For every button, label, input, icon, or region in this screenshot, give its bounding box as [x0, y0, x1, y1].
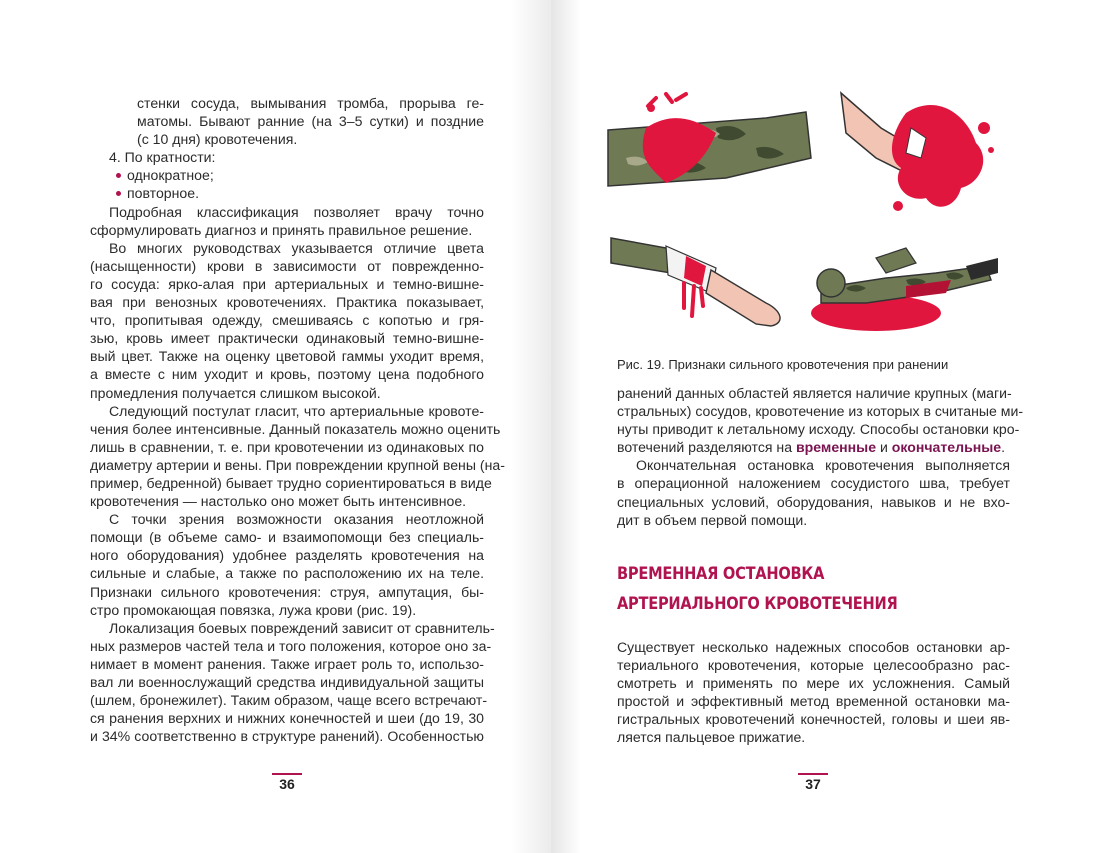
bleeding-illustration: [606, 88, 998, 350]
text-line-content: помощи (в объеме само- и взаимопомощи без специаль-: [90, 529, 484, 546]
text-line-content: Локализация боевых повреждений зависит от сравнитель-: [109, 619, 495, 636]
text-line-content: ранений данных областей является наличие крупных (маги-: [617, 385, 1012, 401]
text-line: [617, 674, 1010, 692]
text-line: [90, 655, 484, 673]
text-line-content: дит в объем первой помощи.: [617, 511, 808, 528]
text-line: [617, 402, 1024, 420]
text-line: [90, 347, 484, 365]
text-line: [90, 420, 501, 438]
text-line: [90, 311, 484, 329]
text-line: [90, 546, 484, 564]
text-line-content: териального кровотечения, которые целесообразно рас-: [617, 657, 1010, 674]
text-line-content: го сосуда: ярко-алая при артериальных и темно-вишне-: [90, 275, 484, 292]
highlight-term-final: окончательные: [891, 439, 1002, 456]
text-line-content: Следующий постулат гласит, что артериальные кровоте-: [109, 402, 484, 419]
text-line-content: ных размеров частей тела и того положения, которое оно за-: [90, 637, 492, 654]
text-line-content: ся ранения верхних и нижних конечностей и шеи (до 19, 30: [90, 710, 484, 727]
text-line: [617, 728, 1010, 746]
text-line: [90, 528, 484, 546]
text-line: [90, 94, 484, 112]
left-text-column: [90, 94, 505, 745]
text-line: [90, 166, 484, 184]
gutter-shadow-left: [511, 0, 551, 853]
text-line-content: диаметру артерии и вены. При повреждении крупной вены (на-: [90, 456, 505, 473]
text-line: [90, 601, 484, 619]
text-line: [90, 637, 492, 655]
text-line: [617, 384, 1010, 402]
text-line-content: пример, бедренной) бывает трудно сориентироваться в виде: [90, 474, 492, 491]
text-line: [90, 619, 495, 637]
arm-wound-illustration: [608, 94, 811, 186]
text-line-content: нимает в момент ранения. Также играет роль то, использо-: [90, 655, 484, 672]
text-line: [90, 474, 492, 492]
text-line-content: сильные и слабые, а также по расположению их на теле.: [90, 565, 484, 582]
text-line-content: Признаки сильного кровотечения: струя, ампутация, бы-: [90, 583, 484, 600]
text-line: [90, 293, 484, 311]
text-line-content: (шлем, бронежилет). Таким образом, чаще всего встречают-: [90, 692, 488, 709]
text-line-content: что, пропитывая одежду, смешиваясь с копотью и гря-: [90, 312, 484, 329]
text-line-content: 4. По кратности:: [109, 149, 216, 166]
figure-caption: Рис. 19. Признаки сильного кровотечения при ранении: [617, 357, 949, 372]
text-line: [90, 583, 484, 601]
text-line-conjunction: и: [876, 439, 892, 456]
text-line-content: повторное.: [127, 185, 199, 202]
section-heading-line-2: АРТЕРИАЛЬНОГО КРОВОТЕЧЕНИЯ: [617, 594, 898, 614]
text-line: [90, 510, 484, 528]
page-number-left: 36: [267, 776, 307, 792]
text-line-content: Окончательная остановка кровотечения выполняется: [636, 457, 1010, 474]
text-line-content: вал ли военнослужащий средства индивидуальной защиты: [90, 674, 484, 690]
lying-soldier-illustration: [811, 248, 998, 331]
text-line: [617, 420, 1020, 438]
text-line-content: стро промокающая повязка, лужа крови (рис. 19).: [90, 601, 417, 618]
text-line: [90, 203, 484, 221]
text-line: [617, 511, 1010, 529]
text-line: [90, 673, 484, 691]
text-line: [90, 402, 484, 420]
text-line: [617, 638, 1010, 656]
text-line-content: нуты приводит к летальному исходу. Способы остановки кро-: [617, 421, 1020, 438]
text-line: [617, 656, 1010, 674]
text-line: [617, 474, 1010, 492]
text-line-content: С точки зрения возможности оказания неотложной: [109, 511, 484, 528]
text-line: [90, 384, 484, 402]
text-line: [617, 692, 1010, 710]
text-line: [617, 456, 1010, 474]
text-line-content: Подробная классификация позволяет врачу точно: [109, 203, 484, 220]
page-number-right: 37: [793, 776, 833, 792]
text-line-content: и 34% соответственно в структуре ранений). Особенностью: [90, 728, 484, 745]
text-line: [617, 438, 1010, 456]
text-line-content: ляется пальцевое прижатие.: [617, 729, 806, 746]
highlight-term-temporary: временные: [795, 439, 877, 456]
text-line-content: вотечений разделяются на: [617, 439, 793, 456]
text-line: [90, 130, 484, 148]
text-line: [90, 257, 484, 275]
text-line-content: в операционной наложением сосудистого шва, требует: [617, 475, 1010, 492]
text-line-content: (насыщенности) крови в зависимости от поврежденно-: [90, 257, 484, 274]
text-line-content: смотреть и применять по мере их усложнения. Самый: [617, 675, 1010, 692]
text-line: [617, 710, 1010, 728]
text-line: [90, 365, 484, 383]
text-line: [90, 184, 484, 202]
text-line: [90, 691, 488, 709]
right-text-block-1: [617, 384, 1024, 529]
text-line-content: кровотечения — настолько оно может быть интенсивное.: [90, 493, 467, 510]
text-line: [90, 709, 484, 727]
text-line-content: простой и эффективный метод временной остановки ма-: [617, 693, 1010, 710]
section-heading-line-1: ВРЕМЕННАЯ ОСТАНОВКА: [617, 564, 825, 584]
text-line: [90, 329, 484, 347]
text-line-content: ного оборудования) удобнее разделять кровотечения на: [90, 547, 484, 564]
text-line: [90, 727, 484, 745]
text-line: [90, 438, 484, 456]
text-line-content: сформулировать диагноз и принять правильное решение.: [90, 221, 473, 238]
gutter-shadow-right: [551, 0, 581, 853]
text-line-end: .: [1001, 439, 1006, 456]
text-line-content: а вместе с ним уходит и кровь, поэтому цена подобного: [90, 366, 484, 383]
text-line-content: лишь в сравнении, т. е. при кровотечении из одинаковых по: [90, 438, 484, 455]
text-line: [90, 221, 484, 239]
text-line: [90, 148, 484, 166]
text-line-content: Существует несколько надежных способов остановки ар-: [617, 639, 1010, 655]
text-line-content: гистральных кровотечений конечностей, головы и шеи яв-: [617, 711, 1010, 728]
text-line: [90, 239, 484, 257]
hand-wound-illustration: [841, 93, 994, 211]
text-line: [90, 112, 484, 130]
right-text-block-2: [617, 638, 1010, 747]
text-line-content: вая при венозных кровотечениях. Практика показывает,: [90, 294, 484, 311]
text-line-content: (с 10 дня) кровотечения.: [137, 131, 298, 148]
text-line: [90, 564, 484, 582]
text-line: [90, 456, 505, 474]
text-line: [90, 492, 484, 510]
text-line-content: стенки сосуда, вымывания тромба, прорыва ге-: [137, 95, 484, 111]
text-line: [617, 493, 1010, 511]
text-line-content: промедления получается слишком высокой.: [90, 384, 381, 401]
right-page: [551, 0, 1101, 853]
text-line-content: специальных условий, оборудования, навыков и не вхо-: [617, 493, 1010, 510]
text-line-content: вый цвет. Также на оценку цветовой гаммы уходит время,: [90, 348, 484, 365]
text-line: [90, 275, 484, 293]
text-line-content: однократное;: [127, 167, 214, 184]
text-line-content: матомы. Бывают ранние (на 3–5 сутки) и поздние: [137, 113, 484, 130]
text-line-content: Во многих руководствах указывается отличие цвета: [109, 239, 484, 256]
text-line-content: стральных) сосудов, кровотечение из которых в считаные ми-: [617, 403, 1024, 420]
bandage-arm-illustration: [611, 238, 780, 326]
text-line-content: чения более интенсивные. Данный показатель можно оценить: [90, 420, 501, 437]
text-line-content: зью, кровь имеет практически одинаковый темно-вишне-: [90, 330, 484, 347]
